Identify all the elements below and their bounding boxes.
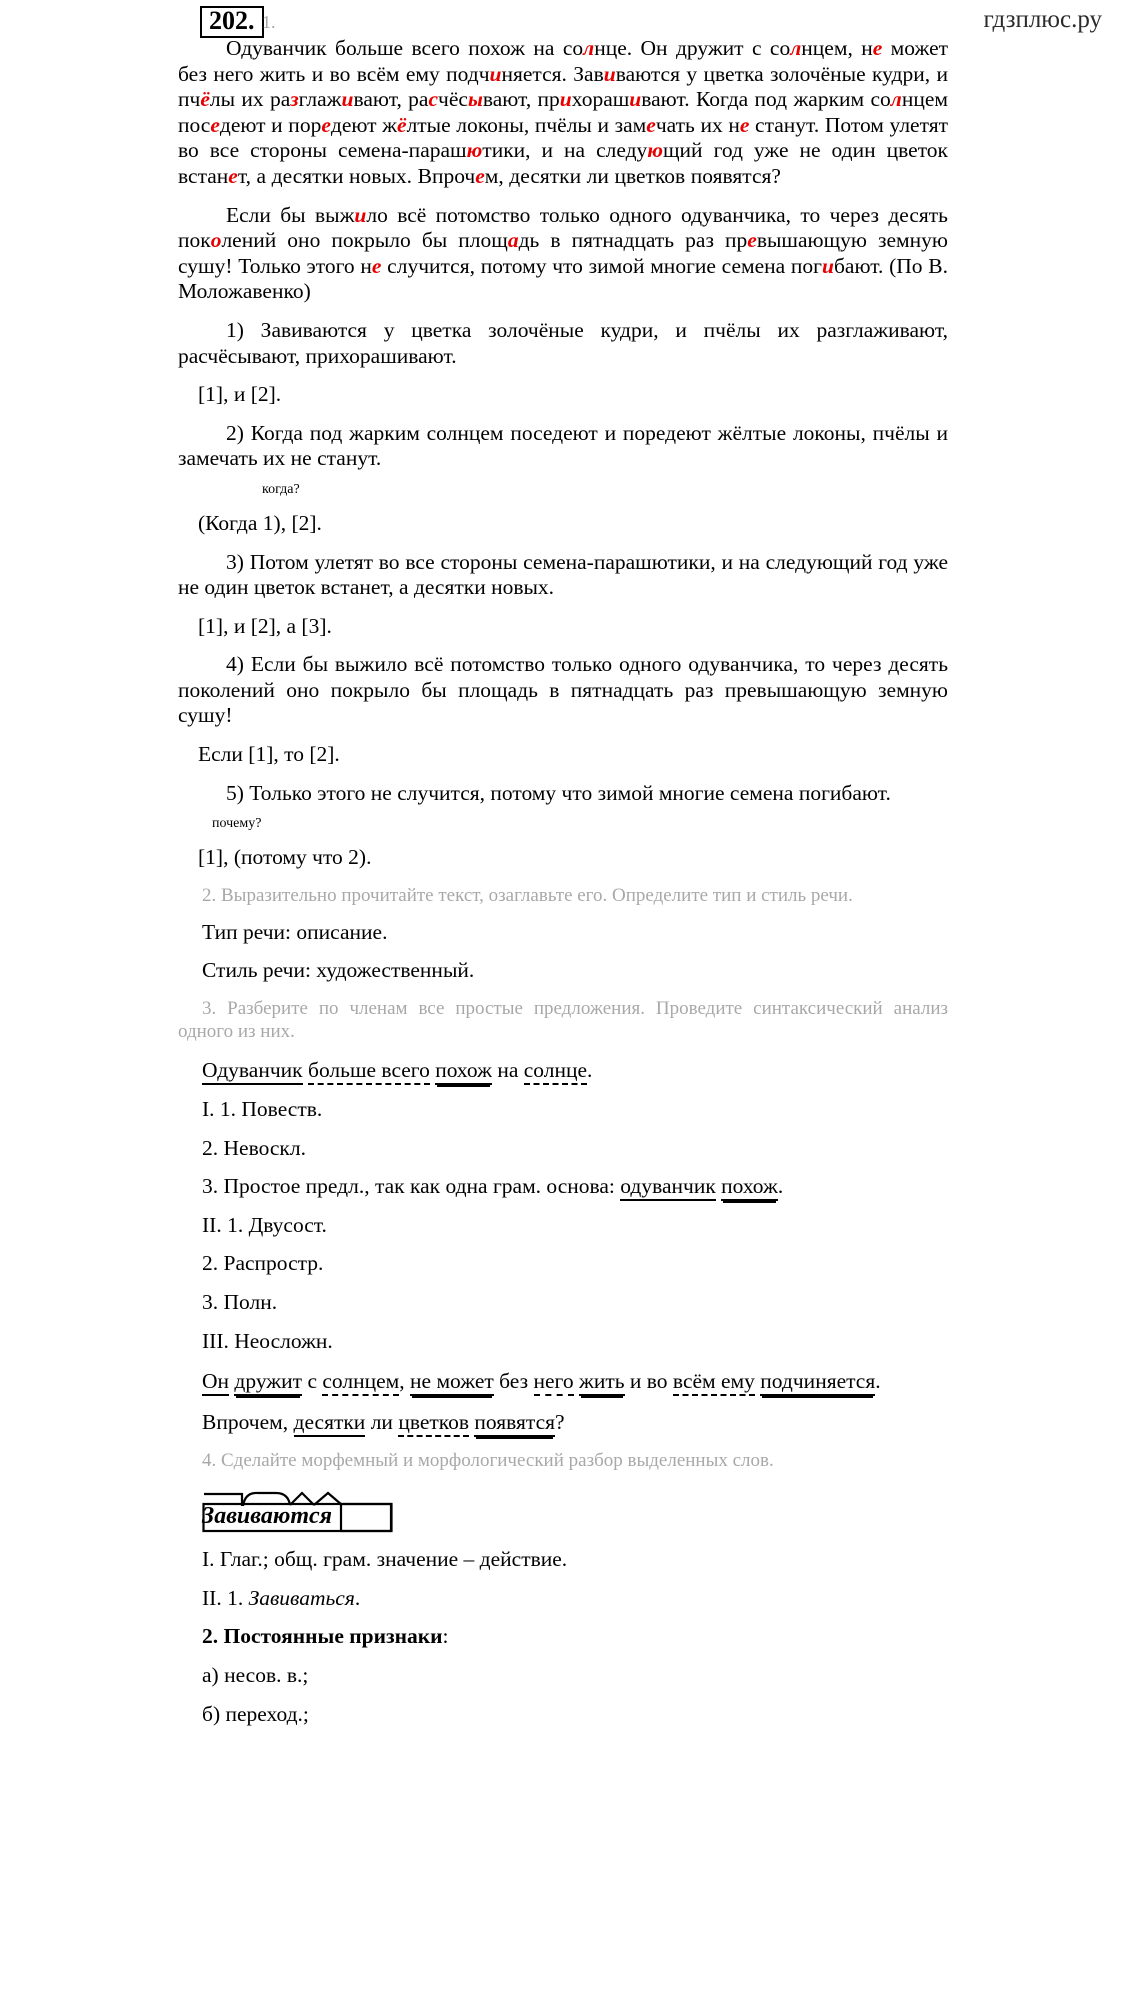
clause-scheme-2: (Когда 1), [2]. bbox=[198, 510, 322, 535]
task-3-prompt: 3. Разберите по членам все простые предложения. Проведите синтаксический анализ одного из них. bbox=[178, 998, 948, 1043]
highlighted-letter: л bbox=[790, 36, 802, 60]
text-run: деют и пор bbox=[219, 112, 322, 137]
clause-item-1: 1) Завиваются у цветка золочёные кудри, и пчёлы их разглаживают, расчёсывают, прихорашивают. bbox=[178, 317, 948, 368]
analysis-line-2: 2. Невоскл. bbox=[202, 1135, 306, 1160]
highlighted-letter: ю bbox=[647, 138, 663, 163]
text-run: лы их ра bbox=[209, 87, 291, 112]
sentence-text: ? bbox=[555, 1410, 565, 1435]
sentence-text: с bbox=[302, 1369, 323, 1394]
task-2-answer-type: Тип речи: описание. bbox=[202, 919, 388, 944]
text-run: чёс bbox=[438, 87, 468, 112]
text-run: щий год уже не один цветок встан bbox=[178, 138, 949, 188]
text-run: лтые локоны, пчёлы и зам bbox=[406, 112, 647, 137]
text-run: деют ж bbox=[330, 112, 398, 137]
syntax-mark-pred: похож bbox=[721, 1174, 778, 1201]
syntax-mark-dash: всём ему bbox=[673, 1369, 755, 1396]
text-run: случится, потому что зимой многие семена пог bbox=[381, 253, 823, 278]
morph-analysis-line-3 bbox=[178, 1611, 948, 1650]
answer-content bbox=[178, 36, 948, 1727]
clause-item-4: 4) Если бы выжило всё потомство только одного одуванчика, то через десять поколений оно покрыло бы площадь в пятнадцать раз превышающую земную сушу! bbox=[178, 652, 948, 728]
site-watermark: гдзплюс.ру bbox=[983, 6, 1102, 33]
text-run: лений оно покрыло бы площ bbox=[221, 228, 508, 253]
morph-analysis-line-1: I. Глаг.; общ. грам. значение – действие. bbox=[202, 1547, 568, 1572]
page-header bbox=[0, 0, 1124, 34]
analysis-text: 3. Простое предл., так как одна грам. основа: bbox=[202, 1174, 621, 1199]
morph-word-label: Завиваются bbox=[202, 1503, 333, 1530]
text-run: няется. Зав bbox=[501, 61, 604, 86]
source-text-paragraph-1 bbox=[178, 36, 948, 190]
text-run: дь в пятнадцать раз пр bbox=[518, 228, 748, 253]
task-2-answer-style: Стиль речи: художественный. bbox=[202, 958, 475, 983]
text-run: тики, и на следу bbox=[482, 138, 648, 163]
sentence-text: и во bbox=[624, 1369, 673, 1394]
sentence-text: . bbox=[875, 1369, 881, 1394]
analysis-line-5: 2. Распростр. bbox=[202, 1251, 324, 1276]
highlighted-letter: о bbox=[210, 228, 222, 253]
morph-line-number: 2. bbox=[202, 1624, 224, 1649]
syntax-mark-dotdash: больше всего bbox=[308, 1058, 430, 1085]
source-text-paragraph-2 bbox=[178, 203, 948, 305]
text-run: вают, пр bbox=[482, 87, 560, 112]
syntax-mark-subj: одуванчик bbox=[620, 1174, 716, 1201]
morph-analysis-line-5: б) переход.; bbox=[202, 1701, 309, 1726]
highlighted-letter: е bbox=[872, 36, 883, 60]
highlighted-letter: ю bbox=[466, 138, 483, 163]
text-run: Одуванчик больше всего похож на со bbox=[226, 36, 584, 60]
text-run: вышающую земную сушу! Только этого н bbox=[178, 228, 948, 278]
syntax-mark-pred: не может bbox=[410, 1369, 494, 1396]
morph-line-prefix: II. 1. bbox=[202, 1585, 249, 1610]
highlighted-letter: и bbox=[603, 61, 616, 86]
highlighted-letter: е bbox=[371, 253, 382, 278]
morph-analysis-line-2 bbox=[178, 1573, 948, 1612]
text-run: м, десятки ли цветков появятся? bbox=[484, 163, 781, 188]
morph-line-suffix: . bbox=[354, 1585, 361, 1610]
clause-scheme-4: Если [1], то [2]. bbox=[198, 742, 340, 767]
syntax-mark-subj: Одуванчик bbox=[202, 1058, 303, 1085]
morphemic-analysis-diagram bbox=[202, 1488, 402, 1534]
highlighted-letter: и bbox=[559, 87, 572, 112]
analysis-line-6: 3. Полн. bbox=[202, 1290, 278, 1314]
sentence-text: без bbox=[493, 1369, 534, 1394]
text-run: вают, ра bbox=[353, 87, 429, 112]
text-run: нцем пос bbox=[178, 87, 948, 137]
syntax-mark-dash: солнце bbox=[524, 1058, 587, 1085]
sentence-text: ли bbox=[365, 1410, 399, 1435]
text-run: глаж bbox=[298, 87, 342, 112]
highlighted-letter: и bbox=[341, 87, 354, 112]
clause-item-2: 2) Когда под жарким солнцем поседеют и поредеют жёлтые локоны, пчёлы и замечать их не станут. bbox=[178, 420, 948, 471]
task-2-prompt: 2. Выразительно прочитайте текст, озаглавьте его. Определите тип и стиль речи. bbox=[202, 884, 853, 906]
highlighted-letter: е bbox=[321, 112, 331, 137]
clause-question-label-2: когда? bbox=[262, 481, 300, 497]
analysis-line-3 bbox=[178, 1161, 948, 1200]
parsed-sentence-3 bbox=[178, 1395, 948, 1436]
task-4-prompt: 4. Сделайте морфемный и морфологический разбор выделенных слов. bbox=[202, 1450, 774, 1472]
sentence-text: . bbox=[587, 1058, 593, 1083]
text-run: т, а десятки новых. Впроч bbox=[237, 163, 476, 188]
syntax-mark-dash: солнцем bbox=[322, 1369, 399, 1396]
morph-constant-features-label: Постоянные признаки bbox=[223, 1624, 443, 1649]
morph-analysis-line-4: а) несов. в.; bbox=[202, 1662, 309, 1687]
highlighted-letter: е bbox=[646, 112, 656, 137]
syntax-mark-dash: него bbox=[534, 1369, 574, 1396]
morph-line-tail: : bbox=[442, 1624, 449, 1649]
text-run: Если бы выж bbox=[226, 202, 355, 227]
text-run: чать их н bbox=[655, 112, 740, 137]
highlighted-letter: е bbox=[210, 112, 220, 137]
text-run: бают. (По В. Моложавенко) bbox=[178, 253, 949, 304]
clause-question-label-5: почему? bbox=[212, 816, 262, 832]
subtask-number-1: 1. bbox=[262, 12, 276, 32]
highlighted-letter: ё bbox=[397, 112, 407, 137]
syntax-mark-pred: появятся bbox=[474, 1410, 555, 1437]
parsed-sentence-2 bbox=[178, 1354, 948, 1395]
parsed-sentence-1 bbox=[178, 1043, 948, 1084]
text-run: может без него жить и во всём ему подч bbox=[178, 36, 949, 86]
highlighted-letter: е bbox=[228, 163, 238, 188]
highlighted-letter: ы bbox=[467, 87, 483, 112]
sentence-text: , bbox=[399, 1369, 411, 1394]
clause-item-3: 3) Потом улетят во все стороны семена-парашютики, и на следующий год уже не один цветок встанет, а десятки новых. bbox=[178, 549, 948, 600]
highlighted-letter: л bbox=[583, 36, 595, 60]
syntax-mark-subj: Он bbox=[202, 1369, 229, 1396]
syntax-mark-pred: дружит bbox=[234, 1369, 302, 1396]
analysis-line-1: I. 1. Повеств. bbox=[202, 1097, 323, 1122]
highlighted-letter: з bbox=[290, 87, 299, 112]
syntax-mark-pred: подчиняется bbox=[760, 1369, 875, 1396]
highlighted-letter: и bbox=[822, 253, 834, 278]
highlighted-letter: и bbox=[354, 202, 367, 227]
syntax-mark-pred: жить bbox=[579, 1369, 625, 1396]
syntax-mark-dash: цветков bbox=[398, 1410, 469, 1437]
highlighted-letter: е bbox=[475, 163, 485, 188]
sentence-text: на bbox=[491, 1058, 524, 1083]
text-run: вают. Когда под жарким со bbox=[641, 87, 891, 112]
analysis-line-7: III. Неосложн. bbox=[202, 1328, 333, 1353]
highlighted-letter: ё bbox=[200, 87, 210, 112]
highlighted-letter: е bbox=[739, 112, 750, 137]
highlighted-letter: л bbox=[890, 87, 902, 112]
clause-scheme-1: [1], и [2]. bbox=[198, 382, 282, 407]
highlighted-letter: а bbox=[507, 228, 519, 253]
clause-scheme-3: [1], и [2], а [3]. bbox=[198, 613, 332, 638]
clause-scheme-5: [1], (потому что 2). bbox=[198, 845, 372, 870]
text-run: ло всё потомство только одного одуванчика, то через десять пок bbox=[178, 202, 948, 253]
exercise-number-badge: 202. bbox=[200, 6, 264, 38]
highlighted-letter: и bbox=[629, 87, 642, 112]
text-run: станут. Потом улетят во все стороны семена-параш bbox=[178, 112, 948, 163]
syntax-mark-subj: десятки bbox=[294, 1410, 366, 1437]
highlighted-letter: е bbox=[747, 228, 757, 253]
analysis-text: . bbox=[777, 1174, 784, 1199]
highlighted-letter: и bbox=[489, 61, 502, 86]
text-run: нце. Он дружит с со bbox=[594, 36, 791, 60]
text-run: ваются у цветка золочёные кудри, и пч bbox=[178, 61, 948, 112]
clause-item-5: 5) Только этого не случится, потому что зимой многие семена погибают. bbox=[226, 780, 891, 805]
morph-infinitive: Завиваться bbox=[248, 1585, 355, 1610]
text-run: нцем, н bbox=[801, 36, 873, 60]
highlighted-letter: с bbox=[428, 87, 439, 112]
text-run: хораш bbox=[571, 87, 630, 112]
syntax-mark-pred: похож bbox=[435, 1058, 492, 1085]
sentence-text: Впрочем, bbox=[202, 1410, 294, 1435]
analysis-line-4: II. 1. Двусост. bbox=[202, 1212, 327, 1237]
